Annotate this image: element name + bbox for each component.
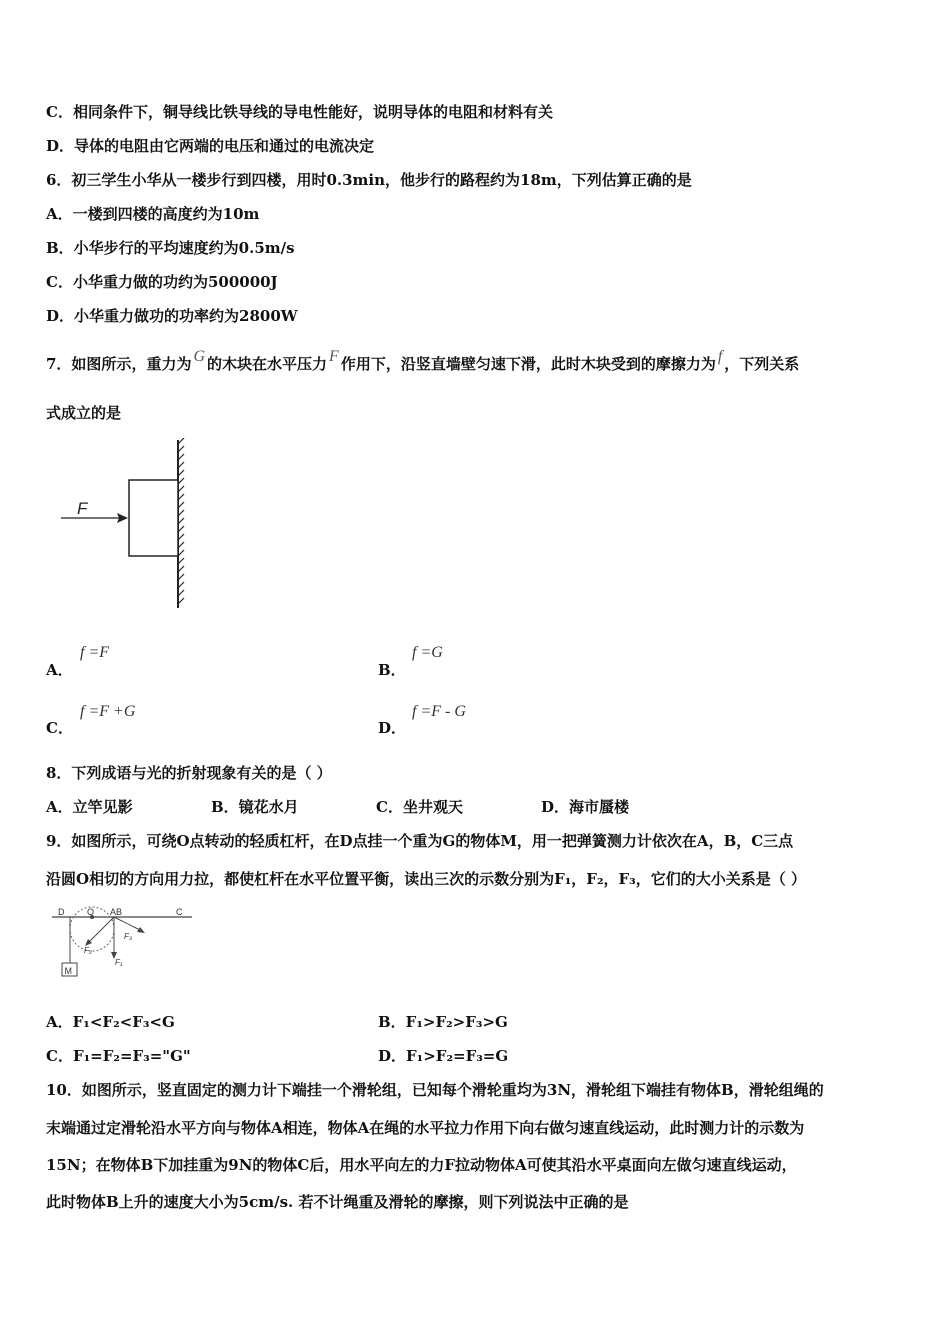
q7-option-c-formula: f =F +G	[80, 703, 136, 720]
q7-var-g: G	[193, 348, 206, 365]
q8-option-d: D．海市蜃楼	[541, 798, 630, 816]
q9-figure-label-f1: F₁	[115, 958, 123, 967]
q10-line2: 末端通过定滑轮沿水平方向与物体A相连，物体A在绳的水平拉力作用下向右做匀速直线运动，此时测力计的示数为	[46, 1119, 805, 1137]
q6-option-d: D．小华重力做功的功率约为2800W	[46, 307, 298, 325]
q5-option-d: D．导体的电阻由它两端的电压和通过的电流决定	[46, 137, 375, 155]
q8-option-a: A．立竿见影	[46, 798, 133, 816]
q7-stem-part2: 的木块在水平压力	[207, 355, 328, 373]
q8-stem: 8．下列成语与光的折射现象有关的是（ ）	[46, 764, 332, 782]
q7-option-a-formula: f =F	[80, 644, 110, 661]
q8-option-b: B．镜花水月	[211, 798, 299, 816]
q9-figure-label-ab: AB	[110, 907, 123, 917]
q6-option-b: B．小华步行的平均速度约为0.5m/s	[46, 239, 295, 257]
q7-figure	[55, 438, 195, 610]
q9-stem-line1: 9．如图所示，可绕O点转动的轻质杠杆，在D点挂一个重为G的物体M，用一把弹簧测力计依次在A，B，C三点	[46, 832, 794, 850]
q6-option-c: C．小华重力做的功约为500000J	[46, 273, 278, 291]
q10-line3: 15N；在物体B下加挂重为9N的物体C后，用水平向左的力F拉动物体A可使其沿水平桌面向左做匀速直线运动，	[46, 1156, 797, 1174]
q7-figure-label-f: F	[77, 499, 88, 518]
q8-option-c: C．坐井观天	[376, 798, 463, 816]
q7-var-f: f	[717, 348, 723, 365]
q7-option-d-label: D．	[378, 719, 407, 737]
q7-stem	[46, 348, 800, 375]
q7-var-f-cap: F	[329, 348, 339, 365]
q9-option-d: D．F₁>F₂=F₃=G	[378, 1047, 509, 1065]
q9-figure-label-f2: F₂	[84, 946, 92, 955]
q7-option-d-formula: f =F - G	[412, 703, 466, 720]
q7-option-b-formula: f =G	[412, 644, 443, 661]
q7-option-c-label: C．	[46, 719, 73, 737]
q9-figure-label-f3: F₃	[124, 932, 133, 941]
q9-figure-label-d: D	[58, 907, 65, 917]
q9-figure-label-o: O	[87, 907, 95, 917]
q9-option-b: B．F₁>F₂>F₃>G	[378, 1013, 508, 1031]
q7-stem-continued: 式成立的是	[46, 404, 122, 422]
q7-stem-part4: ，下列关系	[724, 355, 800, 373]
q9-option-c: C．F₁=F₂=F₃="G"	[46, 1047, 191, 1065]
q9-option-a: A．F₁<F₂<F₃<G	[46, 1013, 175, 1031]
q7-option-a-label: A．	[46, 661, 73, 679]
q5-option-c: C．相同条件下，铜导线比铁导线的导电性能好，说明导体的电阻和材料有关	[46, 103, 553, 121]
q6-stem: 6．初三学生小华从一楼步行到四楼，用时0.3min，他步行的路程约为18m，下列估算正确的是	[46, 171, 692, 189]
q7-option-b-label: B．	[378, 661, 406, 679]
q9-figure-label-c: C	[176, 907, 183, 917]
q9-figure	[48, 905, 198, 980]
q9-figure-label-m: M	[64, 966, 72, 976]
q6-option-a: A．一楼到四楼的高度约为10m	[46, 205, 260, 223]
q7-stem-part1: 7．如图所示，重力为	[46, 355, 192, 373]
q10-line4: 此时物体B上升的速度大小为5cm/s. 若不计绳重及滑轮的摩擦，则下列说法中正确的是	[46, 1193, 629, 1211]
q7-stem-part3: 作用下，沿竖直墙壁匀速下滑，此时木块受到的摩擦力为	[340, 355, 716, 373]
q10-line1: 10．如图所示，竖直固定的测力计下端挂一个滑轮组，已知每个滑轮重均为3N，滑轮组下端挂有物体B，滑轮组绳的	[46, 1081, 824, 1099]
q9-stem-line2: 沿圆O相切的方向用力拉，都使杠杆在水平位置平衡，读出三次的示数分别为F₁，F₂，F₃，它们的大小关系是（ ）	[46, 870, 806, 888]
